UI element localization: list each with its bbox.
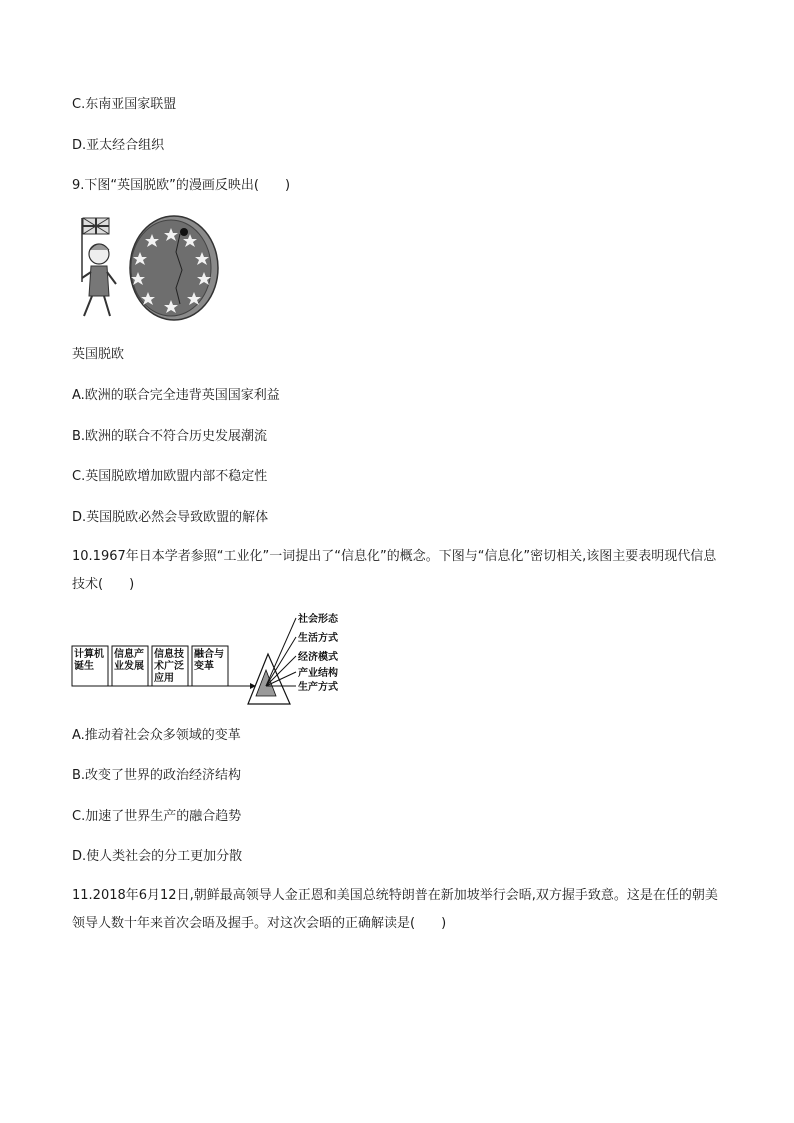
option-c-q8: C.东南亚国家联盟 [72, 97, 177, 112]
box-1-line-2: 诞生 [74, 661, 94, 672]
box-4-line-1: 融合与 [194, 649, 224, 660]
box-3-line-3: 应用 [154, 673, 174, 684]
option-d-q9: D.英国脱欧必然会导致欧盟的解体 [72, 510, 269, 525]
box-1-line-1: 计算机 [74, 649, 104, 660]
option-c-q10: C.加速了世界生产的融合趋势 [72, 809, 242, 824]
cartoon-caption: 英国脱欧 [72, 347, 125, 362]
label-economic-model: 经济模式 [298, 652, 338, 663]
option-b-q9: B.欧洲的联合不符合历史发展潮流 [72, 429, 268, 444]
box-3-line-1: 信息技 [154, 649, 184, 660]
option-b-q10: B.改变了世界的政治经济结构 [72, 768, 242, 783]
question-10-stem: 10.1967年日本学者参照“工业化”一词提出了“信息化”的概念。下图与“信息化”密切相关,该图主要表明现代信息技术( ) [72, 549, 717, 592]
label-industrial-structure: 产业结构 [298, 668, 338, 679]
label-production-mode: 生产方式 [298, 682, 338, 693]
box-3-line-2: 术广泛 [154, 661, 184, 672]
option-a-q10: A.推动着社会众多领域的变革 [72, 728, 241, 743]
question-11-stem: 11.2018年6月12日,朝鲜最高领导人金正恩和美国总统特朗普在新加坡举行会晤,双方握手致意。这是在任的朝美领导人数十年来首次会晤及握手。对这次会晤的正确解读是( ) [72, 888, 718, 931]
option-a-q9: A.欧洲的联合完全违背英国国家利益 [72, 388, 280, 403]
option-d-q8: D.亚太经合组织 [72, 138, 165, 153]
informatization-diagram [70, 610, 350, 710]
box-2-line-2: 业发展 [114, 661, 144, 672]
option-d-q10: D.使人类社会的分工更加分散 [72, 849, 243, 864]
box-2-line-1: 信息产 [114, 649, 144, 660]
label-lifestyle: 生活方式 [298, 633, 338, 644]
label-social-form: 社会形态 [298, 614, 338, 625]
brexit-cartoon-image [72, 212, 222, 324]
box-4-line-2: 变革 [194, 661, 214, 672]
option-c-q9: C.英国脱欧增加欧盟内部不稳定性 [72, 469, 268, 484]
question-9-stem: 9.下图“英国脱欧”的漫画反映出( ) [72, 178, 291, 193]
